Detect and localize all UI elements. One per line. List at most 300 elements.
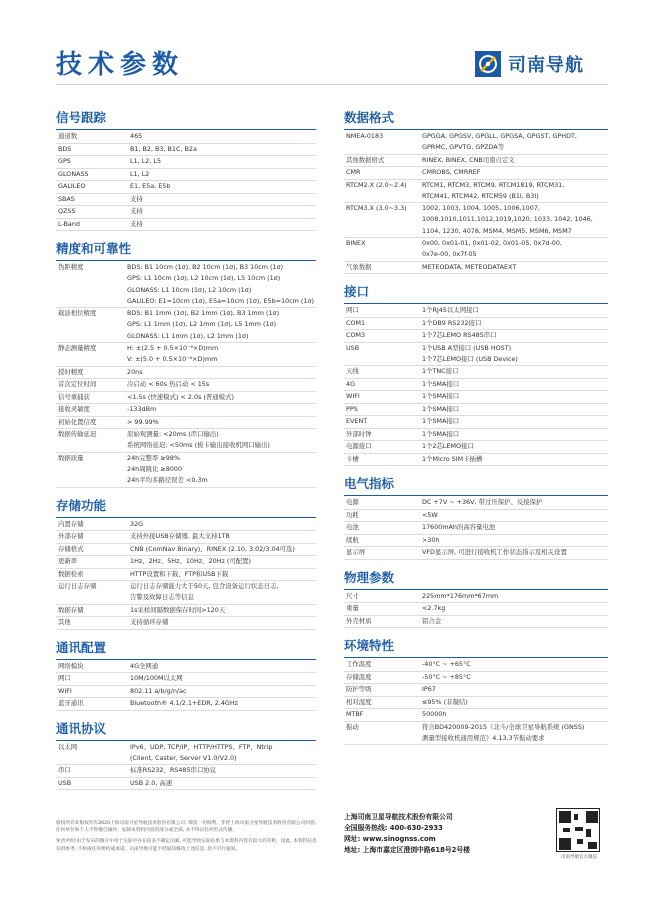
spec-value	[128, 556, 316, 569]
spec-label: 其他	[58, 618, 71, 627]
spec-row	[344, 659, 608, 671]
disclaimer-text: 免责声明:由于发布的图片中用于实际中存在较多不确定因素, 可能导致实际结果与本资料内容有较大的差距。因此, 本资料信息仅供参考, 不构成任何要约或承诺。司南导航可能不经通知修改上述信息, 恕不另行通知。	[56, 839, 317, 852]
spec-value	[420, 591, 608, 603]
spec-row	[344, 509, 608, 522]
spec-value-line: L1, L2	[130, 169, 150, 178]
spec-value-line: GPS: L1 10cm (1σ), L2 10cm (1σ), L5 10cm (1σ)	[127, 274, 281, 283]
spec-value-line: 1个RJ45以太网接口	[422, 306, 479, 315]
spec-value	[420, 167, 608, 180]
spec-label: 运行日志存储	[58, 582, 97, 591]
spec-label: 数据存储	[58, 605, 84, 614]
section-title: 信号跟踪	[56, 108, 316, 130]
section-title: 电气指标	[344, 474, 608, 496]
spec-value-line: <2.7kg	[422, 604, 446, 613]
spec-value-line: RTCM1, RTCM3, RTCM9, RTCM1819, RTCM31,	[422, 180, 565, 189]
spec-value	[420, 696, 608, 709]
spec-value-line: 465	[130, 132, 143, 140]
spec-value-line: (Client, Caster, Server V1.0/V2.0)	[130, 754, 237, 763]
spec-row	[344, 522, 608, 535]
spec-value	[125, 343, 316, 367]
spec-value-line: 原始观测量: <20ms (串口输出)	[127, 430, 219, 439]
spec-table	[56, 262, 316, 488]
spec-row	[344, 403, 608, 416]
spec-label: 网络模块	[58, 661, 84, 670]
spec-row	[56, 416, 316, 429]
spec-row	[56, 661, 316, 673]
spec-value-line: H: ±(2.5 + 0.5×10⁻⁶×D)mm	[127, 344, 219, 353]
spec-value	[420, 378, 608, 391]
spec-row	[344, 238, 608, 262]
spec-row	[344, 547, 608, 560]
spec-value-line: -133dBm	[127, 405, 157, 414]
spec-row	[56, 685, 316, 698]
spec-value-line: Bluetooth® 4.1/2.1+EDR, 2.4GHz	[130, 699, 239, 708]
spec-value	[420, 330, 608, 343]
spec-label: WIFI	[58, 686, 72, 695]
spec-row	[56, 777, 316, 790]
spec-value	[128, 543, 316, 556]
spec-value	[420, 522, 608, 535]
spec-row	[344, 317, 608, 330]
spec-row	[344, 684, 608, 697]
spec-label: WIFI	[346, 392, 360, 401]
spec-value	[128, 131, 316, 143]
spec-value	[420, 659, 608, 671]
spec-value-line: 1个TNC接口	[422, 367, 459, 376]
spec-value-line: 225mm*176mm*67mm	[422, 591, 499, 600]
spec-value-line: 1个SMA接口	[422, 429, 460, 438]
spec-value-line: METEODATA, METEODATAEXT	[422, 262, 517, 271]
spec-row	[56, 765, 316, 778]
spec-value-line: B1, B2, B3, B1C, B2a	[130, 144, 197, 153]
spec-value	[420, 366, 608, 379]
spec-row	[344, 167, 608, 180]
spec-label: 外部存储	[58, 532, 84, 541]
section-title: 物理参数	[344, 568, 608, 590]
spec-value	[128, 604, 316, 617]
spec-value-line: CNB (ComNav Binary)、RINEX (2.10, 3.02/3.04可选)	[130, 544, 295, 553]
spec-value-line: GPS: L1 1mm (1σ), L2 1mm (1σ), L5 1mm (1σ)	[127, 320, 277, 329]
spec-label: 载波相位精度	[58, 309, 97, 318]
spec-label: 信号重捕获	[58, 392, 90, 401]
spec-row	[344, 131, 608, 154]
spec-value	[128, 581, 316, 605]
spec-label: 重量	[346, 604, 359, 613]
spec-value-line: <1.5s (快速模式) < 2.0s (普通模式)	[127, 392, 234, 401]
spec-value-line: 17600mAh的高容量电池	[422, 523, 496, 532]
spec-label: GALILEO	[58, 182, 86, 190]
spec-value	[420, 261, 608, 274]
spec-value	[128, 661, 316, 673]
spec-row	[56, 156, 316, 169]
spec-label: 存储格式	[58, 544, 84, 553]
spec-label: 数据质量	[58, 453, 84, 462]
spec-value-line: 1个2芯LEMO接口	[422, 442, 474, 451]
spec-value-line: 支持	[130, 194, 143, 203]
spec-value-line: <5W	[422, 510, 438, 519]
spec-value-line: 冷启动 < 60s 热启动 < 15s	[127, 380, 210, 389]
spec-value-line: 1个DB9 RS232接口	[422, 318, 482, 327]
spec-value-line: GALILEO: E1=10cm (1σ), E5a=10cm (1σ), E5b=10cm (1σ)	[127, 296, 314, 305]
spec-value-line: GPGGA, GPGSV, GPGLL, GPGSA, GPGST, GPHDT,	[422, 132, 577, 140]
section-title: 环境特性	[344, 636, 608, 658]
spec-label: 数据检索	[58, 569, 84, 578]
spec-row	[56, 143, 316, 156]
spec-row	[344, 261, 608, 274]
spec-label: 振动	[346, 722, 359, 731]
spec-label: 卡槽	[346, 454, 359, 463]
spec-label: BINEX	[346, 239, 366, 248]
spec-label: COM1	[346, 318, 366, 327]
spec-label: 显示屏	[346, 548, 366, 557]
spec-value	[128, 698, 316, 711]
spec-value-line: IPv6、UDP, TCP/IP、HTTP/HTTPS、FTP、Ntrip	[130, 742, 273, 751]
spec-value-line: 0x7e-00, 0x7f-05	[422, 250, 477, 259]
spec-value-line: USB 2.0, 高速	[130, 778, 173, 787]
spec-value-line: E1, E5a, E5b	[130, 182, 171, 190]
spec-row	[56, 568, 316, 581]
spec-value-line: RTCM41, RTCM42, RTCM59 (B1I, B3I)	[422, 191, 539, 200]
spec-value-line: 1008,1010,1011,1012,1019,1020, 1033, 1042, 1046,	[422, 215, 593, 224]
spec-value-line: ≤95% (非凝结)	[422, 697, 468, 706]
spec-label: MTBF	[346, 710, 364, 719]
spec-label: SBAS	[58, 194, 75, 203]
spec-row	[56, 531, 316, 544]
section-title: 数据格式	[344, 108, 608, 130]
spec-value	[125, 404, 316, 417]
spec-value-line: 10M/100M以太网	[130, 674, 183, 683]
spec-row	[56, 617, 316, 630]
spec-value	[420, 684, 608, 697]
spec-value-line: 32G	[130, 519, 144, 528]
spec-value	[125, 416, 316, 429]
spec-value	[128, 673, 316, 686]
spec-value-line: GPRMC, GPVTG, GPZDA等	[422, 143, 505, 152]
right-column	[344, 108, 608, 745]
spec-row	[344, 615, 608, 628]
spec-value	[420, 709, 608, 722]
spec-row	[56, 262, 316, 308]
spec-label: USB	[346, 343, 360, 352]
spec-label: 串口	[58, 766, 71, 775]
spec-value-line: 1个SMA接口	[422, 392, 460, 401]
spec-value	[128, 568, 316, 581]
spec-row	[344, 534, 608, 547]
spec-table	[344, 497, 608, 560]
spec-value-line: CMROBS, CMRREF	[422, 168, 481, 177]
spec-value-line: 1Hz、2Hz、5Hz、10Hz、20Hz (可配置)	[130, 557, 252, 566]
spec-table	[344, 591, 608, 629]
spec-value	[420, 453, 608, 466]
spec-value	[125, 366, 316, 379]
spec-value	[128, 181, 316, 194]
spec-row	[344, 671, 608, 684]
spec-value-line: 告警及故障日志等信息	[130, 593, 194, 602]
spec-value-line: 1个Micro SIM卡插槽	[422, 454, 483, 463]
spec-row	[56, 404, 316, 417]
spec-label: 授时精度	[58, 367, 84, 376]
spec-value-line: 标准RS232、RS485串口协议	[130, 766, 217, 775]
spec-value	[128, 193, 316, 206]
spec-row	[344, 453, 608, 466]
spec-value-line: 1个USB A型接口 (USB HOST)	[422, 343, 512, 352]
spec-value	[125, 452, 316, 487]
copyright-text: 版权所有©版权所有2020上海司南卫星导航技术股份有限公司, 保留一切权利。非经上海司南卫星导航技术股份有限公司同意, 任何单位和个人不得擅自摘抄、复制本资料内容的部分或全部, 并不得以任何形式传播。	[56, 821, 317, 834]
spec-label: 静态测量精度	[58, 344, 97, 353]
spec-value	[420, 154, 608, 167]
spec-row	[56, 543, 316, 556]
spec-value-line: 24h完整率 ≥98%	[127, 453, 180, 462]
spec-value-line: 802.11 a/b/g/n/ac	[130, 686, 187, 695]
spec-row	[56, 391, 316, 404]
spec-value	[128, 143, 316, 156]
spec-table	[344, 305, 608, 466]
spec-value-line: RINEX, BINEX, CNB司南自定义	[422, 155, 515, 164]
spec-value	[420, 547, 608, 560]
spec-table	[56, 742, 316, 791]
spec-value-line: 1s采样间隔数据保存时间>120天	[130, 605, 226, 614]
spec-table	[344, 659, 608, 745]
spec-row	[56, 193, 316, 206]
company-name: 上海司南卫星导航技术股份有限公司	[344, 813, 453, 821]
spec-row	[56, 581, 316, 605]
spec-value	[420, 534, 608, 547]
spec-value	[128, 765, 316, 778]
spec-value	[420, 428, 608, 441]
spec-value-line: 符合BD420009-2015《北斗/全球卫星导航系统 (GNSS)	[422, 722, 585, 731]
service-hotline: 全国服务热线: 400-630-2933	[344, 824, 443, 832]
spec-value-line: 1个SMA接口	[422, 404, 460, 413]
spec-value-line: -40°C ~ +65°C	[422, 660, 471, 669]
spec-label: 4G	[346, 379, 356, 388]
spec-table	[56, 131, 316, 231]
spec-label: 网口	[346, 306, 359, 315]
spec-label: 数据传输延迟	[58, 430, 97, 439]
spec-value-line: HTTP设置和下载、FTP和USB下载	[130, 569, 229, 578]
spec-value-line: GLONASS: L1 10cm (1σ), L2 10cm (1σ)	[127, 285, 252, 294]
spec-row	[344, 305, 608, 317]
spec-label: 接收灵敏度	[58, 405, 90, 414]
spec-value	[420, 509, 608, 522]
spec-value	[420, 238, 608, 262]
spec-row	[344, 591, 608, 603]
spec-value-line: 0x00, 0x01-01, 0x01-02, 0x01-05, 0x7d-00,	[422, 239, 562, 248]
spec-row	[56, 131, 316, 143]
section-title: 精度和可靠性	[56, 239, 316, 261]
spec-value-line: GLONASS: L1 1mm (1σ), L2 1mm (1σ)	[127, 331, 249, 340]
spec-row	[344, 428, 608, 441]
spec-value-line: 24h周跳比 ≥8000	[127, 465, 183, 474]
spec-label: CMR	[346, 168, 361, 177]
spec-value-line: V: ±(5.0 + 0.5×10⁻⁶×D)mm	[127, 355, 218, 364]
spec-row	[344, 366, 608, 379]
spec-value-line: L1, L2, L5	[130, 157, 162, 165]
spec-value-line: 24h平均多路径误差 <0.3m	[127, 476, 208, 485]
spec-row	[56, 698, 316, 711]
website-link[interactable]: 网址: www.sinognss.com	[344, 835, 436, 843]
spec-row	[56, 452, 316, 487]
spec-row	[56, 673, 316, 686]
spec-value-line: 1个SMA接口	[422, 417, 460, 426]
spec-row	[344, 603, 608, 616]
spec-row	[56, 308, 316, 343]
section-title: 接口	[344, 282, 608, 304]
spec-row	[56, 519, 316, 531]
footer-legal	[56, 820, 318, 857]
spec-value-line: 20ns	[127, 367, 143, 376]
spec-value	[128, 685, 316, 698]
spec-value	[420, 305, 608, 317]
spec-row	[56, 168, 316, 181]
spec-value-line: 4G全网通	[130, 661, 159, 670]
spec-value-line: 1104, 1230, 4078, MSM4, MSM5, MSM6, MSM7	[422, 226, 572, 235]
spec-row	[56, 181, 316, 194]
spec-value	[125, 308, 316, 343]
spec-row	[344, 154, 608, 167]
spec-value	[420, 441, 608, 454]
spec-value-line: 50000h	[422, 710, 447, 719]
spec-row	[56, 366, 316, 379]
spec-row	[56, 343, 316, 367]
spec-label: L-Band	[58, 219, 80, 228]
spec-row	[344, 441, 608, 454]
spec-value-line: 支持外接USB存储器, 最大支持1TB	[130, 532, 230, 541]
spec-value	[420, 603, 608, 616]
spec-label: 气象数据	[346, 262, 372, 271]
spec-label: 伪距精度	[58, 263, 84, 271]
spec-row	[56, 379, 316, 392]
spec-label: 网口	[58, 674, 71, 683]
compass-logo-icon	[474, 50, 502, 78]
spec-label: USB	[58, 778, 72, 787]
spec-label: 通道数	[58, 132, 78, 140]
brand-logo	[474, 50, 584, 78]
spec-label: 天线	[346, 367, 359, 376]
spec-value	[420, 179, 608, 203]
spec-label: NMEA-0183	[346, 132, 384, 140]
spec-value	[128, 206, 316, 219]
spec-value-line: > 99.99%	[127, 417, 159, 426]
spec-label: 电源接口	[346, 442, 372, 451]
spec-value	[128, 617, 316, 630]
spec-value	[128, 218, 316, 231]
spec-value-line: IP67	[422, 685, 436, 694]
spec-value-line: BDS: B1 1mm (1σ), B2 1mm (1σ), B3 1mm (1σ)	[127, 309, 280, 318]
spec-row	[344, 378, 608, 391]
spec-row	[56, 218, 316, 231]
spec-label: 电源	[346, 498, 359, 507]
spec-value-line: BDS: B1 10cm (1σ), B2 10cm (1σ), B3 10cm (1σ)	[127, 263, 284, 271]
spec-row	[56, 742, 316, 765]
spec-value-line: 运行日志存储能力大于50天, 包含设备运行状态日志,	[130, 582, 279, 591]
spec-row	[344, 391, 608, 404]
spec-label: RTCM3.X (3.0~3.3)	[346, 204, 407, 213]
spec-value-line: 支持	[130, 207, 143, 215]
qr-caption: 司南导航官方微信	[561, 855, 597, 860]
spec-row	[344, 342, 608, 366]
company-address: 地址: 上海市嘉定区澄浏中路618号2号楼	[344, 846, 470, 854]
spec-row	[344, 416, 608, 429]
spec-row	[56, 429, 316, 453]
spec-value-line: 铝合金	[422, 616, 442, 625]
spec-label: GLONASS	[58, 169, 89, 178]
spec-value	[125, 391, 316, 404]
spec-row	[344, 497, 608, 509]
spec-value	[420, 403, 608, 416]
spec-label: 蓝牙通讯	[58, 699, 84, 708]
spec-label: 以太网	[58, 742, 78, 751]
spec-value	[128, 519, 316, 531]
spec-value-line: -50°C ~ +85°C	[422, 672, 471, 681]
section-title: 存储功能	[56, 496, 316, 518]
title-divider	[56, 84, 608, 85]
spec-table	[56, 519, 316, 630]
spec-table	[56, 661, 316, 711]
spec-row	[56, 206, 316, 219]
spec-value	[128, 156, 316, 169]
spec-label: 存储温度	[346, 672, 372, 681]
spec-label: 电池	[346, 523, 359, 532]
spec-value	[128, 168, 316, 181]
spec-value	[420, 416, 608, 429]
spec-value-line: >30h	[422, 535, 440, 544]
spec-label: COM3	[346, 331, 366, 340]
wechat-qr-code	[556, 808, 600, 852]
spec-value	[420, 671, 608, 684]
spec-value	[420, 391, 608, 404]
section-title: 通讯配置	[56, 638, 316, 660]
spec-row	[344, 709, 608, 722]
spec-value	[125, 429, 316, 453]
spec-value	[125, 262, 316, 308]
spec-label: 功耗	[346, 510, 359, 519]
spec-value-line: 1个SMA接口	[422, 379, 460, 388]
section-title: 通讯协议	[56, 719, 316, 741]
spec-label: 内置存储	[58, 519, 84, 528]
spec-value-line: 支持	[130, 219, 143, 228]
spec-label: EVENT	[346, 417, 368, 426]
spec-row	[56, 556, 316, 569]
footer-contact	[344, 812, 470, 856]
spec-row	[344, 179, 608, 203]
spec-label: 更新率	[58, 557, 78, 566]
spec-value-line: 测量型接收机通用规范》4.13.3节振动要求	[422, 734, 545, 743]
spec-row	[344, 203, 608, 238]
spec-value	[420, 342, 608, 366]
spec-label: 外壳材质	[346, 616, 372, 625]
spec-value	[420, 721, 608, 745]
spec-row	[344, 721, 608, 745]
spec-value	[128, 742, 316, 765]
spec-row	[56, 604, 316, 617]
spec-value-line: 1个7芯LEMO RS485串口	[422, 331, 497, 340]
spec-row	[344, 330, 608, 343]
spec-value	[420, 131, 608, 154]
spec-label: 尺寸	[346, 591, 359, 600]
spec-label: QZSS	[58, 207, 76, 215]
spec-label: 首次定位时间	[58, 380, 97, 389]
spec-label: GPS	[58, 157, 71, 165]
spec-table	[344, 131, 608, 274]
page-header	[0, 0, 663, 100]
spec-value	[420, 317, 608, 330]
spec-label: 外部时钟	[346, 429, 372, 438]
spec-value	[420, 615, 608, 628]
spec-label: PPS	[346, 404, 358, 413]
spec-value	[420, 497, 608, 509]
spec-value	[420, 203, 608, 238]
spec-label: 相对湿度	[346, 697, 372, 706]
